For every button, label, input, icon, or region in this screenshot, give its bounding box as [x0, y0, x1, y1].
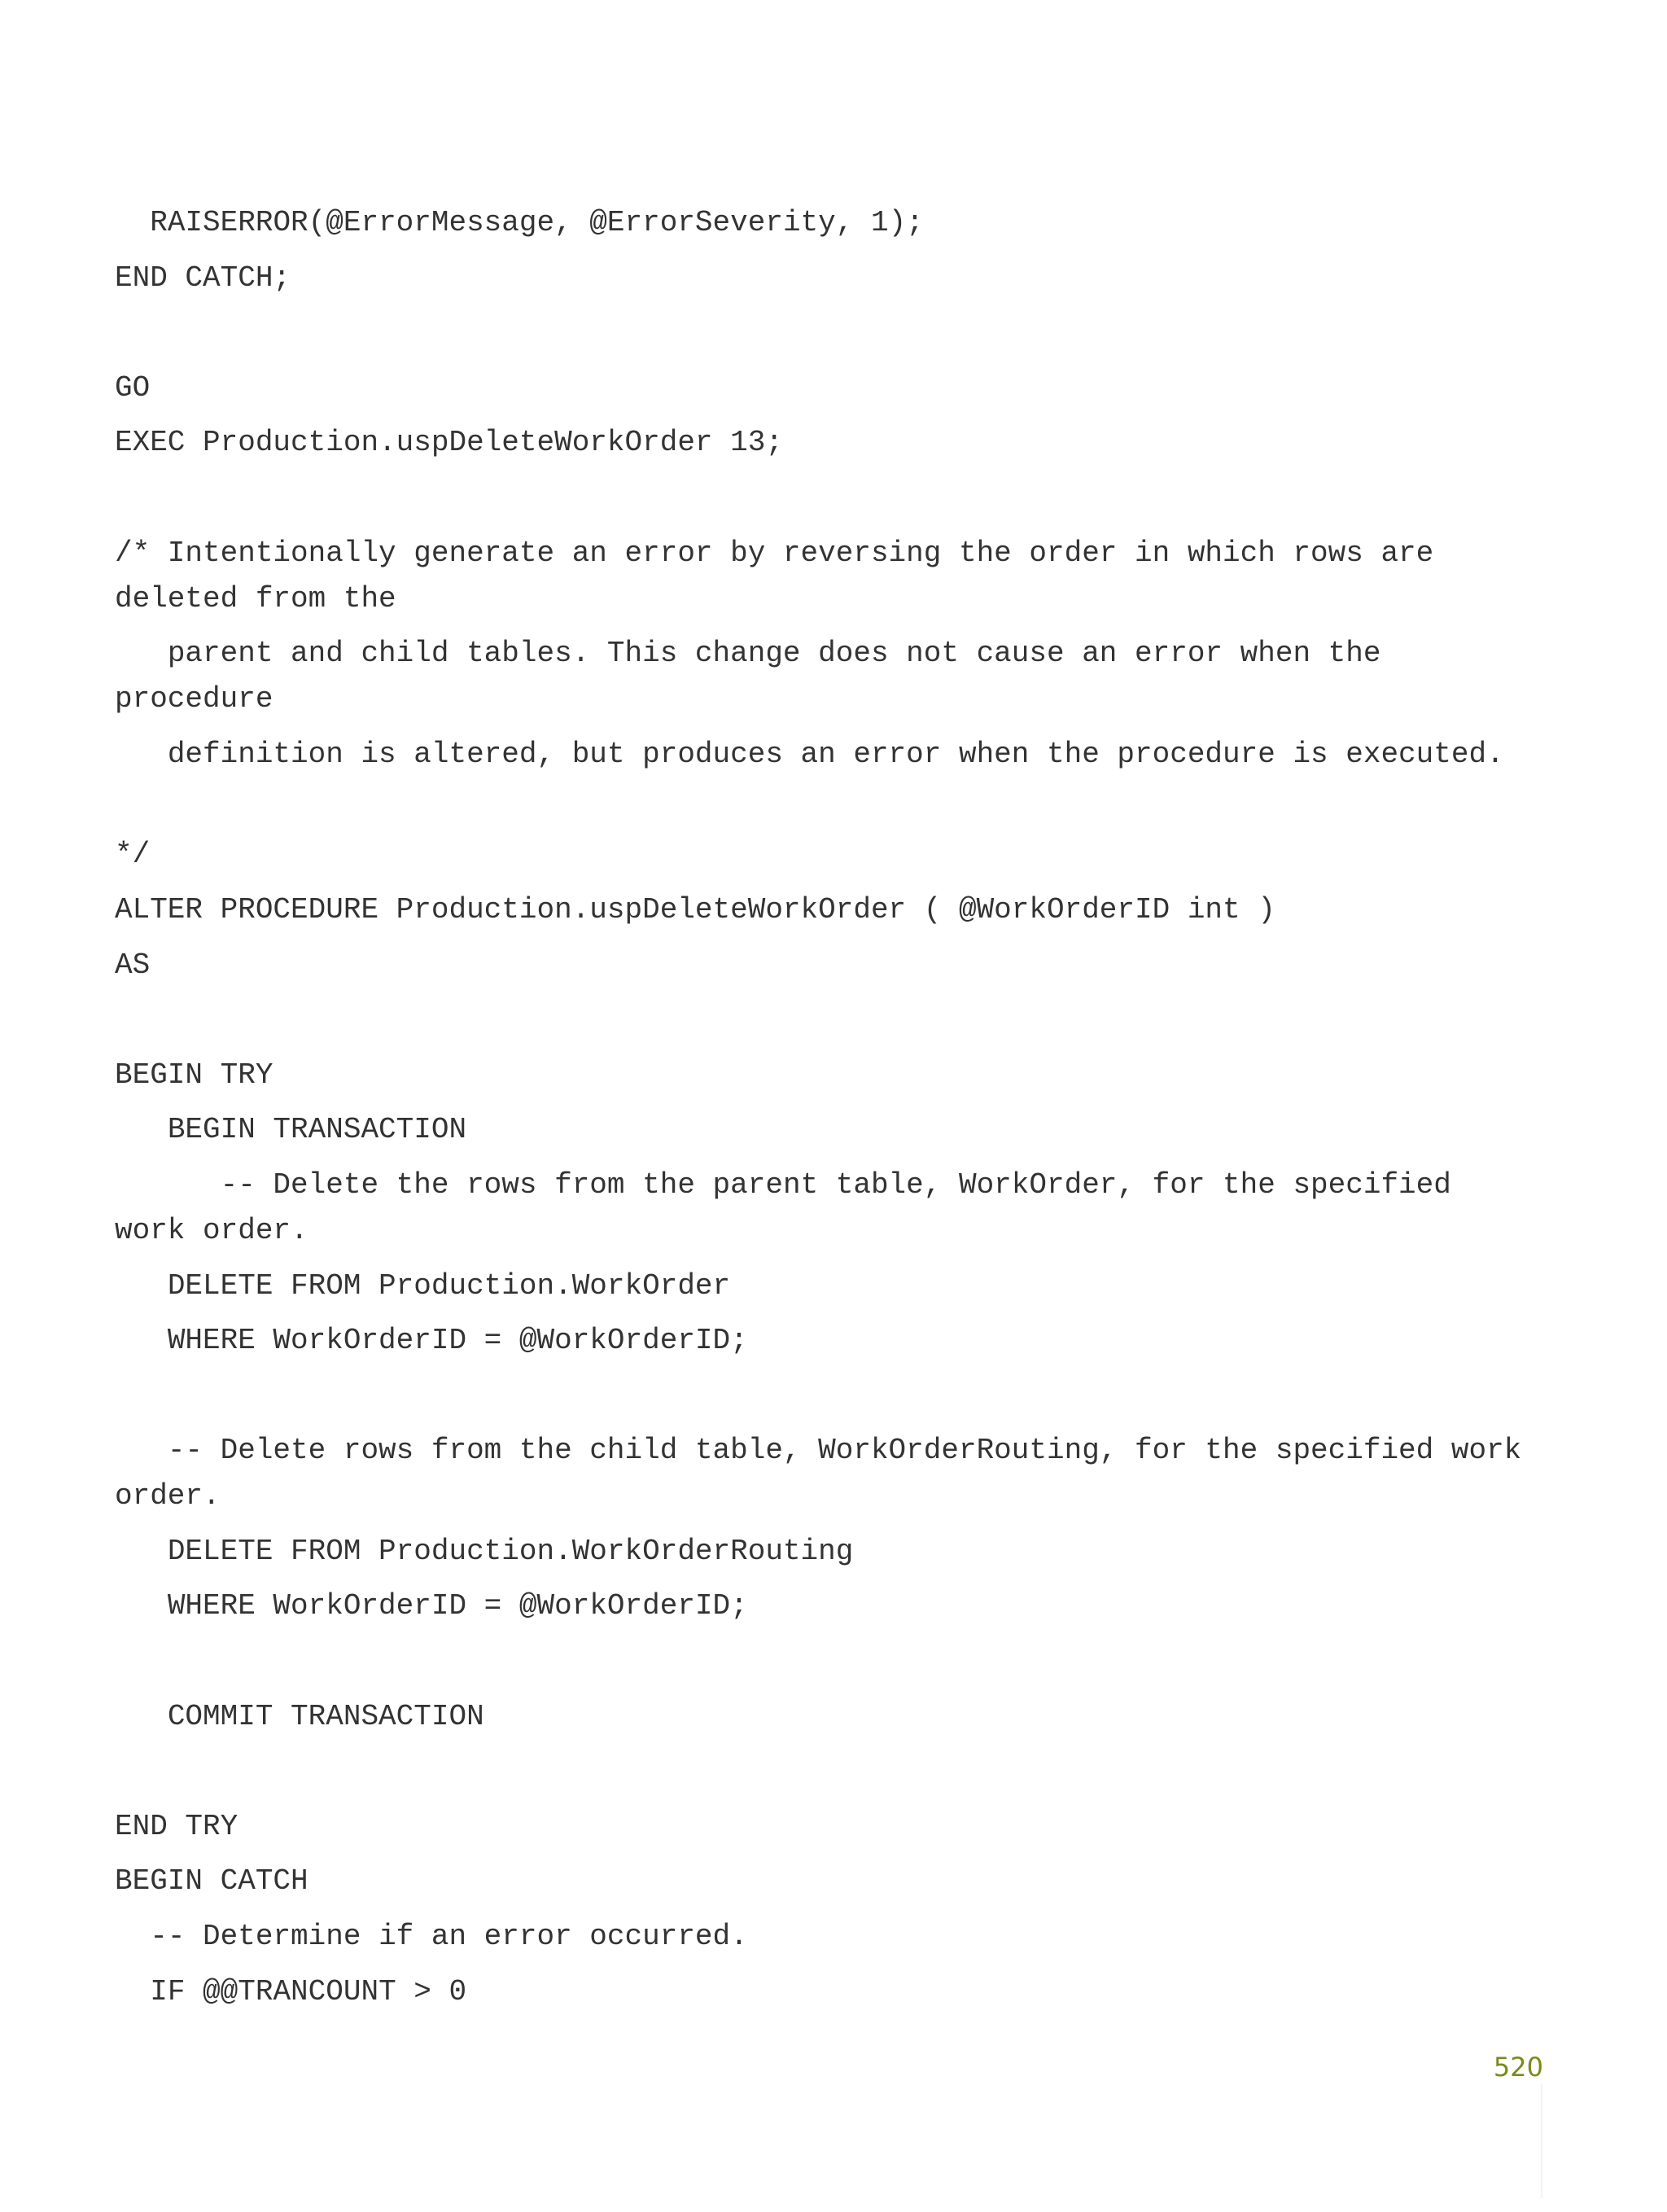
code-line: /* Intentionally generate an error by reversing the order in which rows are deleted from the [115, 536, 1451, 615]
code-line: EXEC Production.uspDeleteWorkOrder 13; [115, 426, 783, 460]
code-line: BEGIN TRANSACTION [115, 1113, 467, 1147]
code-line: -- Delete the rows from the parent table, WorkOrder, for the specified work order. [115, 1167, 1469, 1247]
code-line: -- Delete rows from the child table, WorkOrderRouting, for the specified work order. [115, 1434, 1539, 1513]
code-line: END TRY [115, 1809, 238, 1843]
code-line: definition is altered, but produces an error when the procedure is executed. [115, 737, 1504, 771]
code-line: WHERE WorkOrderID = @WorkOrderID; [115, 1589, 748, 1623]
code-line: */ [115, 838, 151, 872]
code-line: BEGIN TRY [115, 1058, 273, 1092]
code-line: BEGIN CATCH [115, 1864, 308, 1899]
code-line: -- Determine if an error occurred. [115, 1920, 748, 1954]
code-line: GO [115, 370, 151, 405]
code-line [115, 1639, 1531, 1694]
page-number: 520 [1493, 2052, 1543, 2083]
code-listing [115, 200, 1539, 2024]
code-line: parent and child tables. This change does not cause an error when the procedure [115, 637, 1399, 716]
code-line [115, 475, 1531, 531]
code-line: COMMIT TRANSACTION [115, 1699, 484, 1733]
code-line: WHERE WorkOrderID = @WorkOrderID; [115, 1324, 748, 1358]
code-line [115, 310, 1531, 366]
code-line [115, 1373, 1531, 1429]
code-line: AS [115, 948, 151, 982]
code-line: IF @@TRANCOUNT > 0 [115, 1974, 467, 2008]
code-line [115, 1749, 1531, 1804]
code-line: RAISERROR(@ErrorMessage, @ErrorSeverity, 1); [115, 206, 924, 239]
code-line: DELETE FROM Production.WorkOrderRouting [115, 1534, 854, 1568]
code-line: ALTER PROCEDURE Production.uspDeleteWorkOrder ( @WorkOrderID int ) [115, 892, 1275, 926]
code-line: END CATCH; [115, 261, 291, 295]
code-line: DELETE FROM Production.WorkOrder [115, 1268, 731, 1303]
page-edge-rule [1541, 2084, 1542, 2198]
code-line [115, 997, 1531, 1053]
